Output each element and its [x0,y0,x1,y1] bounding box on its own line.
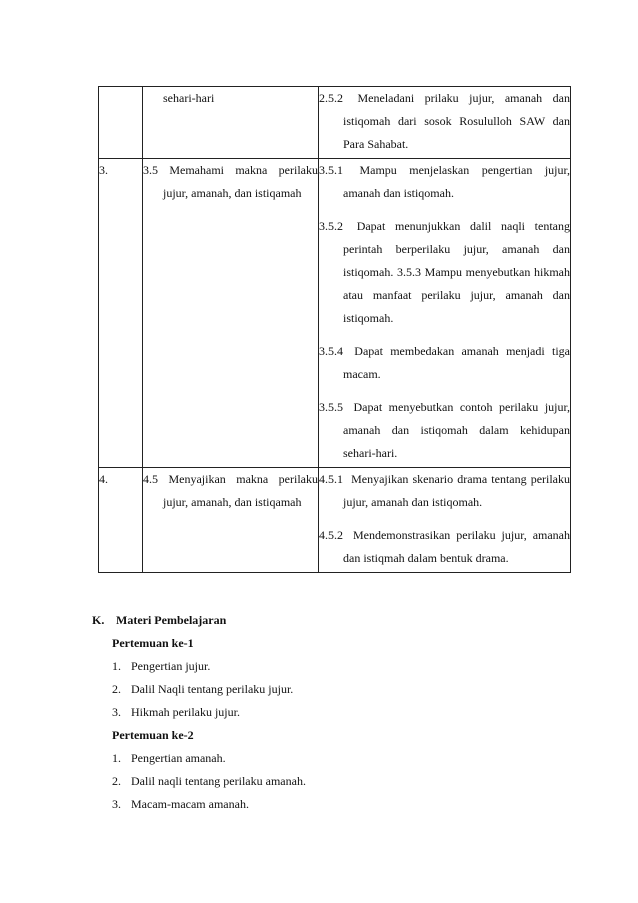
indicator-text: Mampu menjelaskan pengertian jujur, amanah dan istiqomah. [343,163,570,200]
list-item [112,770,552,793]
section-heading [92,609,552,632]
list-text: Macam-macam amanah. [131,797,249,811]
list-text: Pengertian jujur. [131,659,211,673]
row-number: 3. [99,159,143,468]
list-text: Pengertian amanah. [131,751,226,765]
indicator-text: Dapat menunjukkan dalil naqli tentang perintah berperilaku jujur, amanah dan istiqomah. 3.5.3 Mampu menyebutkan hikmah atau manfaat perilaku jujur, amanah dan istiqomah. [343,219,571,325]
basic-competency-text: 3.5 Memahami makna perilaku jujur, amanah, dan istiqamah [143,163,318,200]
basic-competency-text: sehari-hari [163,91,215,105]
list-number: 1. [112,751,121,765]
indicator-text: Meneladani prilaku jujur, amanah dan istiqomah dari sosok Rosululloh SAW dan Para Sahabat. [343,91,570,151]
indicator-code: 3.5.1 [319,163,343,177]
basic-competency-text: 4.5 Menyajikan makna perilaku jujur, amanah, dan istiqamah [143,472,318,509]
basic-competency-cell [143,468,319,573]
list-number: 3. [112,705,121,719]
indicator-text: Dapat membedakan amanah menjadi tiga macam. [343,344,570,381]
indicator-item [319,215,570,330]
indicator-item [319,524,570,570]
indicator-item [319,396,570,465]
indicator-text: Menyajikan skenario drama tentang perilaku jujur, amanah dan istiqomah. [343,472,571,509]
indicator-item [319,468,570,514]
row-number [99,87,143,159]
list-item [112,793,552,816]
indicator-cell [319,87,571,159]
indicator-code: 2.5.2 [319,91,343,105]
indicator-cell [319,468,571,573]
meeting-block [92,632,552,816]
indicator-code: 3.5.5 [319,400,343,414]
materi-section [92,609,552,816]
indicator-code: 4.5.1 [319,472,343,486]
list-item [112,747,552,770]
list-item [112,678,552,701]
section-letter: K. [92,613,105,627]
indicator-cell [319,159,571,468]
list-item [112,655,552,678]
indicator-code: 3.5.4 [319,344,343,358]
list-text: Hikmah perilaku jujur. [131,705,240,719]
list-number: 2. [112,682,121,696]
basic-competency-cell [143,87,319,159]
indicator-item [319,87,570,156]
table-row [99,468,571,573]
indicator-item [319,340,570,386]
list-number: 2. [112,774,121,788]
meeting-title: Pertemuan ke-2 [112,728,194,742]
meeting-list [112,655,552,724]
list-number: 3. [112,797,121,811]
list-text: Dalil naqli tentang perilaku amanah. [131,774,306,788]
indicator-code: 4.5.2 [319,528,343,542]
indicator-code: 3.5.2 [319,219,343,233]
list-number: 1. [112,659,121,673]
table-row [99,87,571,159]
indicator-text: Dapat menyebutkan contoh perilaku jujur, amanah dan istiqomah dalam kehidupan sehari-hari. [343,400,570,460]
row-number: 4. [99,468,143,573]
list-item [112,701,552,724]
competency-table [98,86,571,573]
section-title: Materi Pembelajaran [116,613,227,627]
list-text: Dalil Naqli tentang perilaku jujur. [131,682,294,696]
indicator-item [319,159,570,205]
table-row [99,159,571,468]
meeting-title: Pertemuan ke-1 [112,636,194,650]
meeting-list [112,747,552,816]
basic-competency-cell [143,159,319,468]
indicator-text: Mendemonstrasikan perilaku jujur, amanah dan istiqmah dalam bentuk drama. [343,528,570,565]
